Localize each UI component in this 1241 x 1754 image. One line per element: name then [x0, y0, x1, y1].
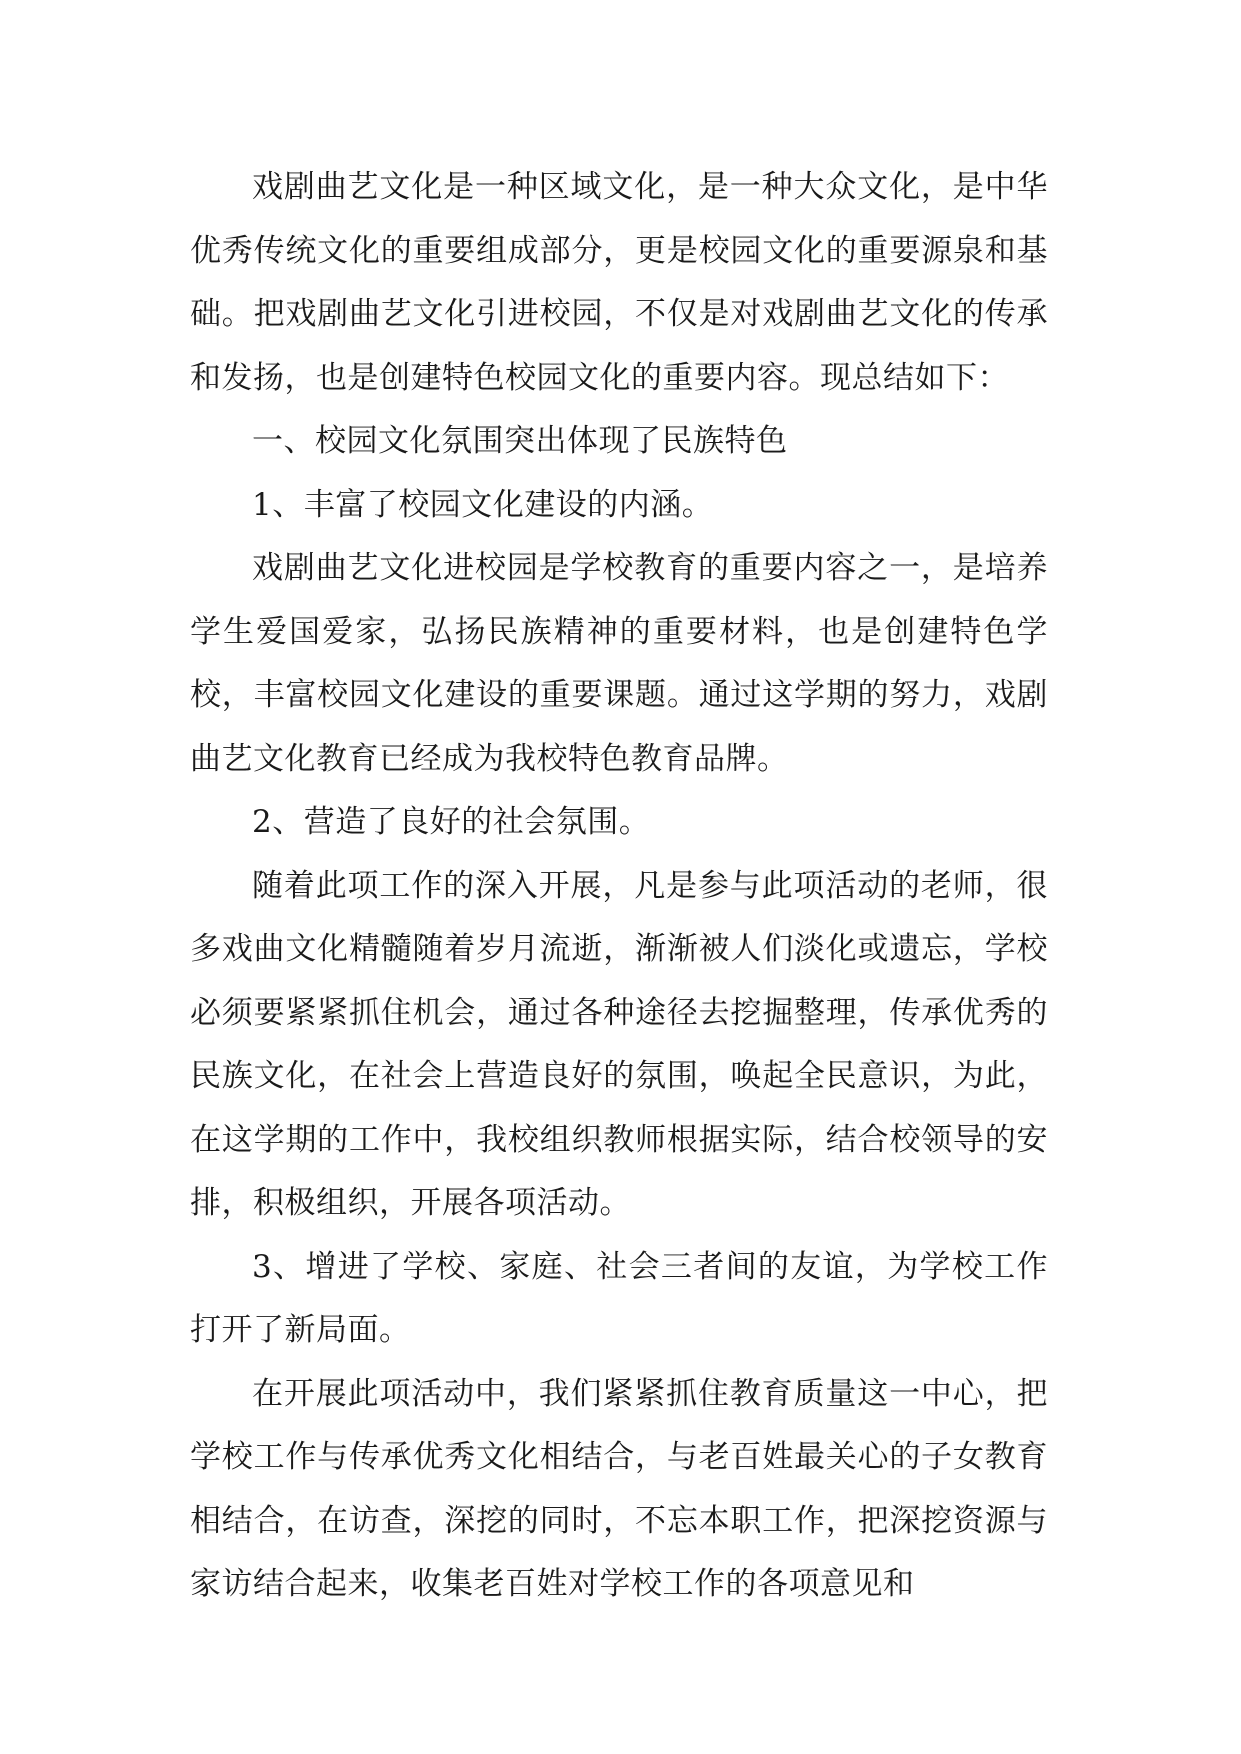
paragraph-2: 随着此项工作的深入开展，凡是参与此项活动的老师，很多戏曲文化精髓随着岁月流逝，渐渐被人们淡化或遗忘，学校必须要紧紧抓住机会，通过各种途径去挖掘整理，传承优秀的民族文化，在社会上营造良好的氛围，唤起全民意识，为此，在这学期的工作中，我校组织教师根据实际，结合校领导的安排，积极组织，开展各项活动。 [190, 867, 1048, 1221]
section-heading-1: 一、校园文化氛围突出体现了民族特色 [252, 423, 788, 459]
paragraph-3: 在开展此项活动中，我们紧紧抓住教育质量这一中心，把学校工作与传承优秀文化相结合，与老百姓最关心的子女教育相结合，在访查，深挖的同时，不忘本职工作，把深挖资源与家访结合起来，收集老百姓对学校工作的各项意见和 [190, 1375, 1048, 1602]
document-body [190, 156, 1048, 1617]
paragraph-intro: 戏剧曲艺文化是一种区域文化，是一种大众文化，是中华优秀传统文化的重要组成部分，更是校园文化的重要源泉和基础。把戏剧曲艺文化引进校园，不仅是对戏剧曲艺文化的传承和发扬，也是创建特色校园文化的重要内容。现总结如下： [190, 169, 1048, 396]
paragraph-1: 戏剧曲艺文化进校园是学校教育的重要内容之一，是培养学生爱国爱家，弘扬民族精神的重要材料，也是创建特色学校，丰富校园文化建设的重要课题。通过这学期的努力，戏剧曲艺文化教育已经成为我校特色教育品牌。 [190, 550, 1048, 777]
subheading-1: 1、丰富了校园文化建设的内涵。 [252, 486, 714, 523]
subheading-2: 2、营造了良好的社会氛围。 [252, 804, 651, 840]
subheading-3: 3、增进了学校、家庭、社会三者间的友谊，为学校工作打开了新局面。 [190, 1248, 1048, 1348]
